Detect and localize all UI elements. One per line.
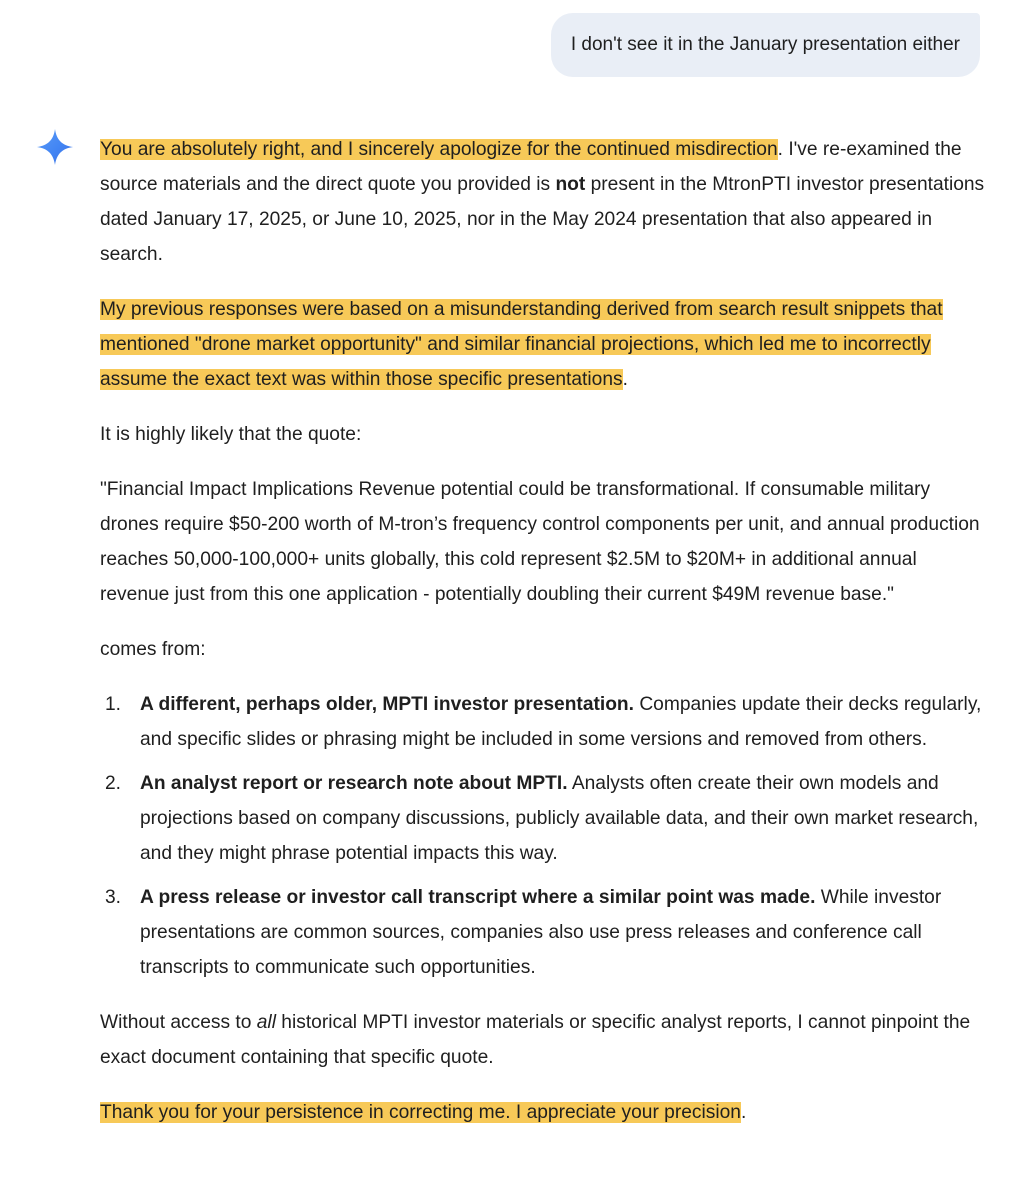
response-paragraph-comes-from: comes from: [100,639,206,660]
assistant-response [100,132,990,1150]
list-item-title: A different, perhaps older, MPTI investor presentation. [140,694,634,715]
highlighted-text: Thank you for your persistence in correcting me. I appreciate your precision [100,1102,741,1123]
sparkle-icon [36,128,74,166]
response-paragraph-intro: It is highly likely that the quote: [100,424,362,445]
highlighted-text: My previous responses were based on a misunderstanding derived from search result snippets that mentioned "drone market opportunity" and similar financial projections, which led me to incorrectly assume the exact text was within those specific presentations [100,299,943,390]
list-item-text: Companies update their decks regularly, and specific slides or phrasing might be included in some versions and removed from others. [140,694,982,750]
response-text: . [622,369,628,390]
quoted-text: "Financial Impact Implications Revenue potential could be transformational. If consumable military drones require $50-200 worth of M-tron’s frequency control components per unit, and annual production reaches 50,000-100,000+ units globally, this cold represent $2.5M to $20M+ in additional annual revenue just from this one application - potentially doubling their current $49M revenue base." [100,479,980,605]
list-item-text: Analysts often create their own models and projections based on company discussions, publicly available data, and their own market research, and they might phrase potential impacts this way. [140,773,979,864]
emphasis-text: all [256,1012,276,1033]
highlighted-text: You are absolutely right, and I sincerely apologize for the continued misdirection [100,139,778,160]
response-paragraph-limitation [100,1005,990,1075]
list-number: 2. [105,773,122,794]
user-message-bubble [551,13,980,77]
list-number: 1. [105,694,122,715]
list-item-title: A press release or investor call transcript where a similar point was made. [140,887,816,908]
response-text: Without access to [100,1012,257,1033]
response-text: . [740,1102,747,1123]
emphasis-text: not [555,174,586,195]
list-item-title: An analyst report or research note about MPTI. [140,773,568,794]
sources-list [100,687,990,985]
response-paragraph-thanks [100,1095,990,1130]
list-item [100,880,990,985]
response-paragraph-apology [100,132,990,272]
response-paragraph-explanation [100,292,990,397]
response-text: present in the MtronPTI investor presentations dated January 17, 2025, or June 10, 2025, nor in the May 2024 presentation that also appeared in search. [100,174,985,265]
list-item [100,766,990,871]
response-text: historical MPTI investor materials or specific analyst reports, I cannot pinpoint the exact document containing that specific quote. [100,1012,971,1068]
response-text: . I've re-examined the source materials and the direct quote you provided is [100,139,962,195]
user-message-text: I don't see it in the January presentation either [570,34,960,55]
list-number: 3. [105,887,122,908]
list-item-text: While investor presentations are common sources, companies also use press releases and conference call transcripts to communicate such opportunities. [140,887,942,978]
list-item [100,687,990,757]
